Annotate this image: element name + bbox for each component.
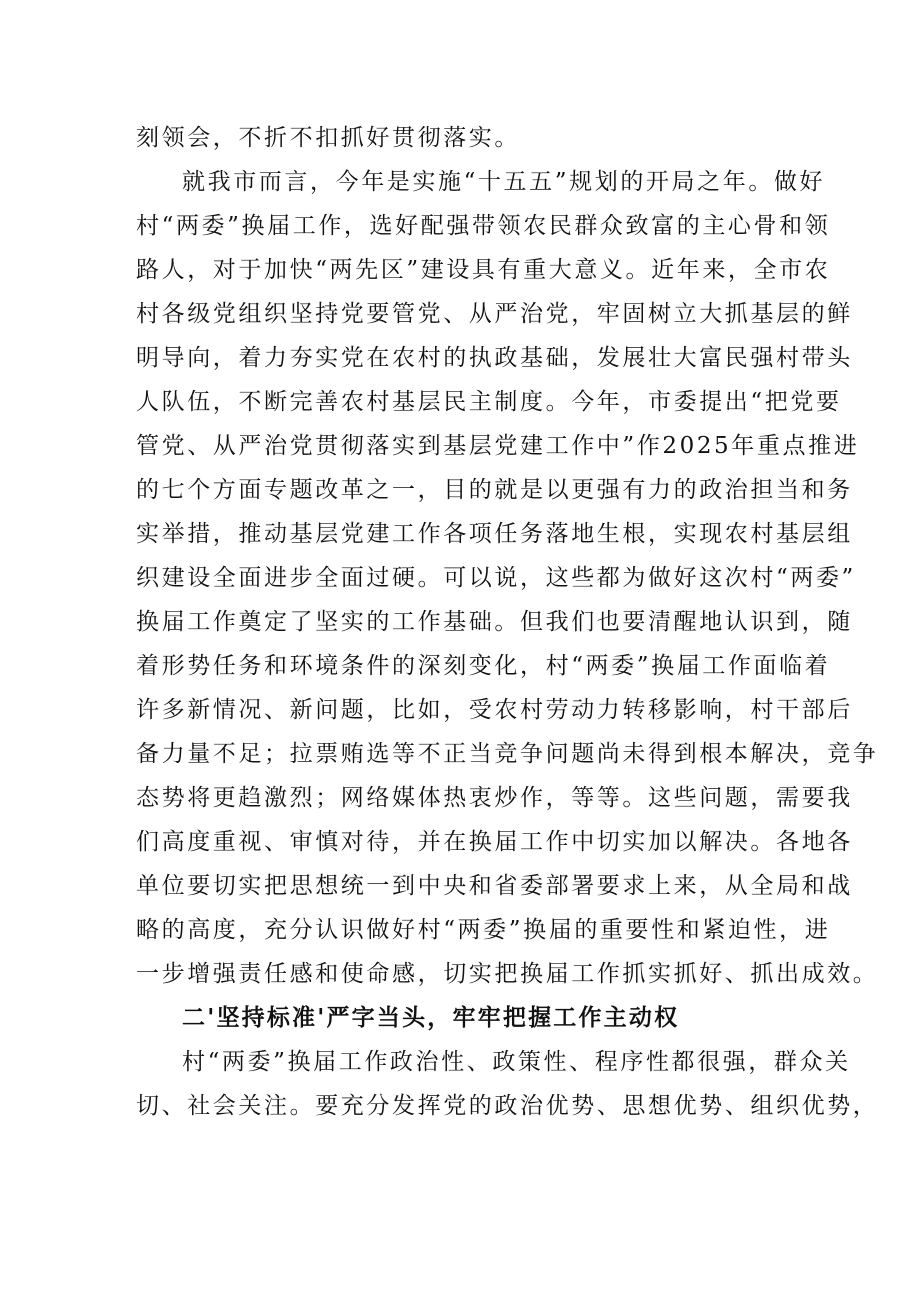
text-line-19: 略的高度，充分认识做好村“两委”换届的重要性和紧迫性，进 (136, 917, 831, 943)
text-line-13: 着形势任务和环境条件的深刻变化，村“两委”换届工作面临着 (136, 653, 831, 679)
text-line-2: 就我市而言，今年是实施“十五五”规划的开局之年。做好 (182, 169, 826, 195)
text-line-4: 路人，对于加快“两先区”建设具有重大意义。近年来，全市农 (136, 257, 831, 283)
text-line-23: 切、社会关注。要充分发挥党的政治优势、思想优势、组织优势， (136, 1093, 879, 1119)
text-line-10: 实举措，推动基层党建工作各项任务落地生根，实现农村基层组 (136, 521, 853, 547)
text-line-22: 村“两委”换届工作政治性、政策性、程序性都很强，群众关 (182, 1049, 851, 1075)
text-line-18: 单位要切实把思想统一到中央和省委部署要求上来，从全局和战 (136, 873, 853, 899)
section-heading: 二'坚持标准'严字当头，牢牢把握工作主动权 (182, 1004, 680, 1031)
text-line-1: 刻领会，不折不扣抓好贯彻落实。 (136, 125, 520, 151)
text-line-7: 人队伍，不断完善农村基层民主制度。今年，市委提出“把党要 (136, 389, 842, 415)
text-line-8: 管党、从严治党贯彻落实到基层党建工作中”作2025年重点推进 (136, 433, 860, 459)
text-line-11: 织建设全面进步全面过硬。可以说，这些都为做好这次村“两委” (136, 565, 856, 591)
text-line-20: 一步增强责任感和使命感，切实把换届工作抓实抓好、抓出成效。 (136, 961, 879, 987)
text-line-5: 村各级党组织坚持党要管党、从严治党，牢固树立大抓基层的鲜 (136, 301, 853, 327)
text-line-15: 备力量不足；拉票贿选等不正当竞争问题尚未得到根本解决，竞争 (136, 741, 879, 767)
text-line-3: 村“两委”换届工作，选好配强带领农民群众致富的主心骨和领 (136, 213, 831, 239)
text-line-17: 们高度重视、审慎对待，并在换届工作中切实加以解决。各地各 (136, 829, 853, 855)
text-line-9: 的七个方面专题改革之一，目的就是以更强有力的政治担当和务 (136, 477, 853, 503)
text-line-12: 换届工作奠定了坚实的工作基础。但我们也要清醒地认识到，随 (136, 609, 853, 635)
text-line-16: 态势将更趋激烈；网络媒体热衷炒作，等等。这些问题，需要我 (136, 785, 853, 811)
text-line-14: 许多新情况、新问题，比如，受农村劳动力转移影响，村干部后 (136, 697, 853, 723)
text-line-6: 明导向，着力夯实党在农村的执政基础，发展壮大富民强村带头 (136, 345, 853, 371)
